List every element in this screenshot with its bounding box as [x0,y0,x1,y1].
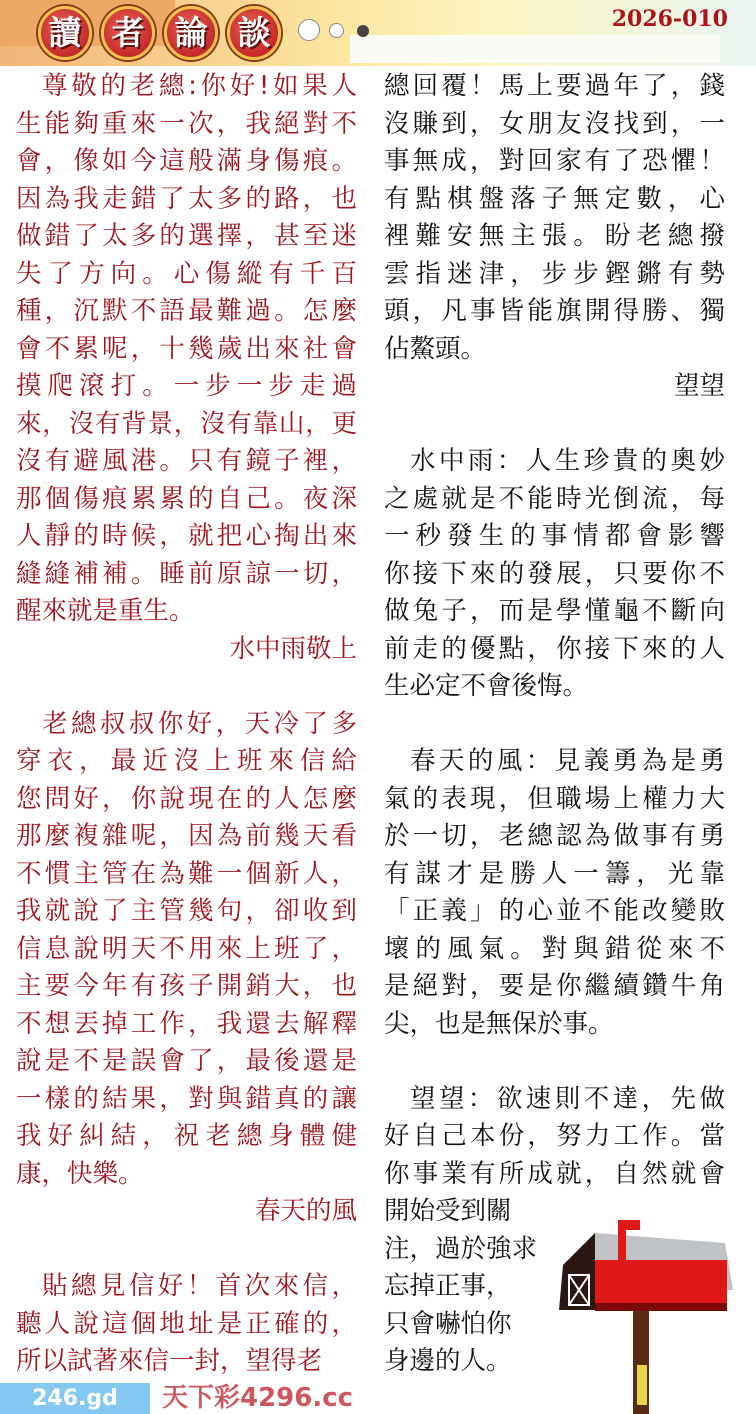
mailbox-illustration [555,1215,735,1414]
issue-number: 2026-010 [611,6,728,32]
text-line: 醒來就是重生。 [16,596,195,626]
blank-line [384,706,725,744]
text-line: 開始受到關 [384,1196,512,1226]
text-line: 佔鰲頭。 [384,333,487,364]
text-line: 主要今年有孩子開銷大，也 [16,971,357,1001]
text-line: 尖，也是無保於事。 [384,1008,614,1039]
text-line: 康，快樂。 [16,1158,144,1189]
text-line: 貼總見信好！首次來信， [42,1271,357,1301]
text-line: 那個傷痕累累的自己。夜深 [16,483,357,514]
title-char: 讀 [38,6,92,60]
text-line: 聽人說這個地址是正確的， [16,1308,357,1339]
text-line: 一樣的結果，對與錯真的讓 [16,1083,357,1114]
blank-line [16,668,357,706]
text-line: 失了方向。心傷縱有千百 [16,258,357,289]
text-line: 我好糾結，祝老總身體健 [16,1121,357,1151]
text-line: 人靜的時候，就把心掏出來 [16,521,357,551]
text-line: 信息說明天不用來上班了， [16,933,357,964]
text-line: 做錯了太多的選擇，甚至迷 [16,221,357,251]
text-line: 說是不是誤會了，最後還是 [16,1046,357,1076]
text-line: 不慣主管在為難一個新人， [16,858,357,889]
text-line: 一秒發生的事情都會影響 [384,521,725,551]
text-line: 身邊的人。 [384,1346,512,1376]
banner-decor [350,35,720,63]
text-line: 忘掉正事， [384,1271,512,1301]
text-line: 氣的表現，但職場上權力大 [384,783,725,814]
text-line: 前走的優點，你接下來的人 [384,633,725,664]
title-char: 者 [101,6,155,60]
text-line: 沒有避風港。只有鏡子裡， [16,446,357,476]
blank-line [384,1043,725,1081]
text-line: 是絕對，要是你繼續鑽牛角 [384,971,725,1001]
text-line: 有謀才是勝人一籌，光靠 [384,858,725,889]
right-column [384,68,725,1381]
blank-line [16,1231,357,1269]
text-line: 只會嚇怕你 [384,1308,512,1339]
text-line: 會，像如今這般滿身傷痕。 [16,146,357,176]
text-line: 壞的風氣。對與錯從來不 [384,933,725,964]
text-line: 穿衣，最近沒上班來信給 [16,746,357,776]
text-line: 不想丟掉工作，我還去解釋 [16,1008,357,1039]
decor-dot [298,19,320,41]
watermark-sub: 246.gd [0,1383,150,1414]
text-line: 裡難安無主張。盼老總撥 [384,221,725,251]
title-char: 談 [227,6,281,60]
signature: 水中雨敬上 [229,633,357,664]
text-line: 生必定不會後悔。 [384,671,589,701]
text-line: 那麼複雜呢，因為前幾天看 [16,821,357,851]
text-line: 老總叔叔你好，天冷了多 [42,708,357,739]
text-line: 雲指迷津，步步鏗鏘有勢 [384,258,725,289]
signature: 春天的風 [254,1196,357,1226]
text-line: 生能夠重來一次，我絕對不 [16,108,357,139]
text-line: 會不累呢，十幾歲出來社會 [16,333,357,364]
text-line: 做兔子，而是學懂龜不斷向 [384,596,725,626]
text-line: 望望：欲速則不達，先做 [410,1083,725,1114]
text-line: 沒賺到，女朋友沒找到，一 [384,108,725,139]
text-line: 有點棋盤落子無定數，心 [384,183,725,214]
text-line: 「正義」的心並不能改變敗 [384,896,725,926]
text-line: 之處就是不能時光倒流，每 [384,483,725,514]
text-line: 摸爬滾打。一步一步走過 [16,371,357,401]
text-line: 事無成，對回家有了恐懼！ [384,146,725,176]
text-line: 總回覆！馬上要過年了，錢 [384,71,725,101]
decor-dot [357,25,369,37]
text-line: 縫縫補補。睡前原諒一切， [16,558,357,589]
decor-dot [329,23,344,38]
text-line: 你事業有所成就，自然就會 [384,1158,725,1189]
signature: 望望 [673,371,725,401]
watermark: 天下彩4296.cc [162,1383,354,1413]
text-line: 水中雨：人生珍貴的奧妙 [410,446,725,476]
text-line: 於一切，老總認為做事有勇 [384,821,725,851]
text-line: 春天的風：見義勇為是勇 [410,746,725,776]
text-line: 種，沉默不語最難過。怎麼 [16,296,357,326]
text-line: 因為我走錯了太多的路，也 [16,183,357,214]
blank-line [384,406,725,444]
text-line: 你接下來的發展，只要你不 [384,558,725,589]
text-line: 您問好，你說現在的人怎麼 [16,783,357,814]
text-line: 頭，凡事皆能旗開得勝、獨 [384,296,725,326]
text-line: 好自己本份，努力工作。當 [384,1121,725,1151]
text-line: 我就說了主管幾句，卻收到 [16,896,357,926]
text-line: 來，沒有背景，沒有靠山，更 [16,408,357,439]
title-char: 論 [164,6,218,60]
left-column [16,68,357,1381]
text-line: 尊敬的老總:你好!如果人 [42,71,357,101]
text-line: 注，過於強求 [384,1233,538,1264]
text-line: 所以試著來信一封，望得老 [16,1346,323,1376]
header-banner [0,0,756,66]
